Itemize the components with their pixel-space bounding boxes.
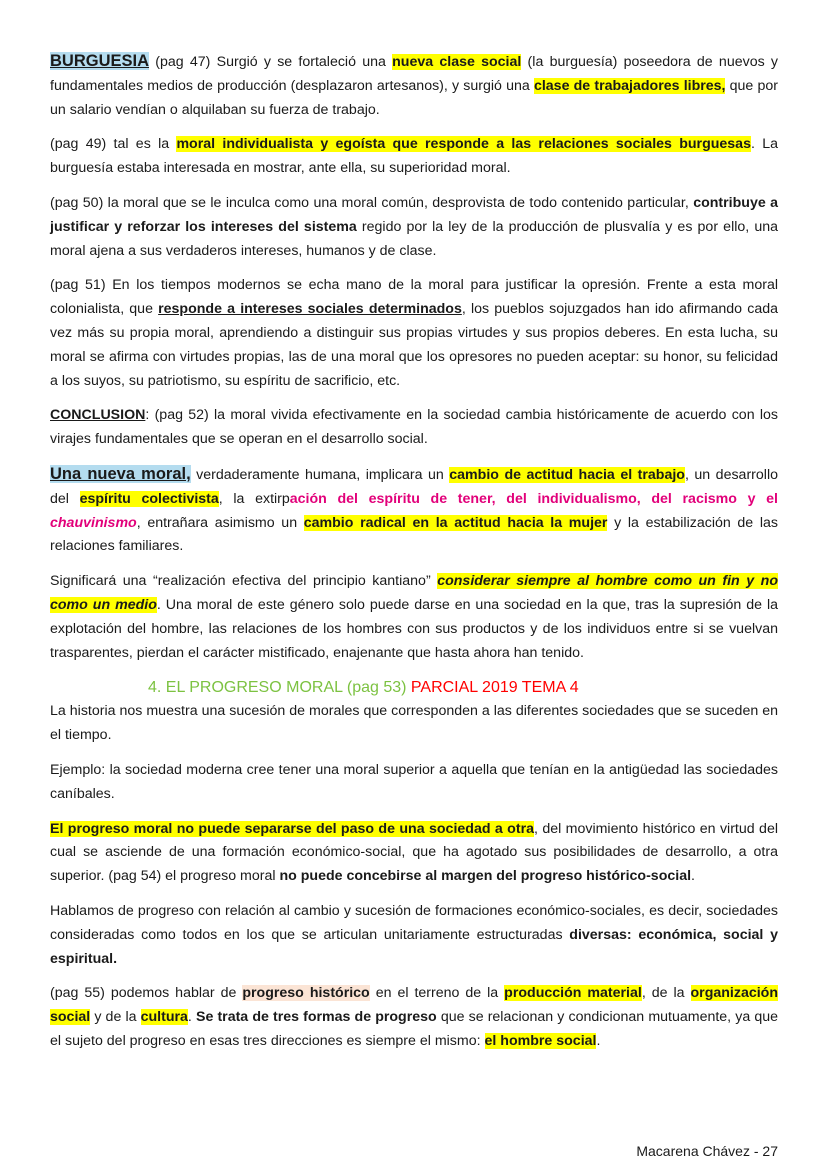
paragraph-progreso-moral: El progreso moral no puede separarse del paso de una sociedad a otra, del movimiento histórico en virtud del cual se asciende de una formación económico-social, que ha agotado sus posibilidades de desarrollo, a otra superior. (pag 54) el progreso moral no puede concebirse al margen del progreso histórico-social. <box>50 820 778 885</box>
paragraph-nueva-moral: Una nueva moral, verdaderamente humana, implicara un cambio de actitud hacia el trabajo, un desarrollo del espíritu colectivista, la extirpación del espíritu de tener, del individualismo, del racismo y el chauvinismo, entrañara asimismo un cambio radical en la actitud hacia la mujer y la estabilización de las relaciones familiares. <box>50 464 778 555</box>
highlight: cambio radical en la actitud hacia la mujer <box>303 514 608 531</box>
paragraph-ejemplo: Ejemplo: la sociedad moderna cree tener una moral superior a aquella que tenían en la antigüedad las sociedades caníbales. <box>50 761 778 802</box>
highlight: El progreso moral no puede separarse del paso de una sociedad a otra <box>50 820 534 837</box>
highlight: organización social <box>50 985 779 1026</box>
bold-text: contribuye a justificar y reforzar los intereses del sistema <box>50 194 779 235</box>
highlight: espíritu colectivista <box>79 490 219 507</box>
paragraph-pag55: (pag 55) podemos hablar de progreso histórico en el terreno de la producción material, de la organización social y de la cultura. Se trata de tres formas de progreso que se relacionan y condicionan mutuamente, ya que el sujeto del progreso en esas tres direcciones es siempre el mismo: el hombre social. <box>50 985 779 1049</box>
paragraph-historia: La historia nos muestra una sucesión de morales que corresponden a las diferentes sociedades que se suceden en el tiempo. <box>50 703 778 744</box>
page-footer: Macarena Chávez - 27 <box>636 1143 778 1159</box>
paragraph-kantiano: Significará una “realización efectiva del principio kantiano” considerar siempre al hombre como un fin y no como un medio. Una moral de este género solo puede darse en una sociedad en la que, tras la supresión de la explotación del hombre, las relaciones de los hombres con sus productos y de los individuos entre si se vuelvan trasparentes, pierdan el carácter mistificado, enajenante que hasta ahora han tenido. <box>50 573 778 661</box>
underlined-text: responde a intereses sociales determinados <box>158 301 462 318</box>
magenta-italic-text: chauvinismo <box>50 514 137 531</box>
highlight: cultura <box>140 1009 188 1026</box>
bold-text: no puede concebirse al margen del progreso histórico-social <box>279 868 692 885</box>
term-nueva-moral: Una nueva moral, <box>50 464 191 483</box>
heading-title: 4. EL PROGRESO MORAL (pag 53) <box>148 679 407 697</box>
bold-text: diversas: económica, social y espiritual. <box>50 926 778 967</box>
highlight: clase de trabajadores libres, <box>533 77 726 94</box>
highlight: nueva clase social <box>392 54 522 70</box>
paragraph-burguesia: BURGUESIA (pag 47) Surgió y se fortaleció una nueva clase social (la burguesía) poseedora de nuevos y fundamentales medios de producción (desplazaron artesanos), y surgió una clase de trabajadores libres, que por un salario vendían o alquilaban su fuerza de trabajo. <box>50 52 779 118</box>
section-heading <box>50 676 778 700</box>
highlight: moral individualista y egoísta que responde a las relaciones sociales burguesas <box>176 136 751 153</box>
paragraph-conclusion: CONCLUSION: (pag 52) la moral vivida efectivamente en la sociedad cambia históricamente de acuerdo con los virajes fundamentales que se operan en el desarrollo social. <box>50 407 778 448</box>
highlight: el hombre social <box>484 1032 597 1049</box>
paragraph-pag51: (pag 51) En los tiempos modernos se echa mano de la moral para justificar la opresión. Frente a esta moral colonialista, que responde a intereses sociales determinados, los pueblos sojuzgados han ido afirmando cada vez más su propia moral, aprendiendo a distinguir sus propias virtudes y sus propios deberes. En esta lucha, su moral se afirma con virtudes propias, las de una moral que los opresores no pueden aceptar: su honor, su felicidad a los suyos, su patriotismo, su espíritu de sacrificio, etc. <box>50 277 778 389</box>
highlight-peach: progreso histórico <box>242 985 370 1002</box>
paragraph-pag50: (pag 50) la moral que se le inculca como una moral común, desprovista de todo contenido particular, contribuye a justificar y reforzar los intereses del sistema regido por la ley de la producción de plusvalía y es por ello, una moral ajena a sus verdaderos intereses, humanos y de clase. <box>50 194 779 259</box>
highlight-italic: considerar siempre al hombre como un fin y no como un medio <box>50 573 778 613</box>
paragraph-hablamos: Hablamos de progreso con relación al cambio y sucesión de formaciones económico-sociales, es decir, sociedades consideradas como todos en los que se articulan unitariamente estructuradas diversas: económica, social y espiritual. <box>50 902 778 967</box>
term-burguesia: BURGUESIA <box>50 52 150 70</box>
bold-text: Se trata de tres formas de progreso <box>195 1009 437 1026</box>
highlight: cambio de actitud hacia el trabajo <box>449 466 685 483</box>
conclusion-label: CONCLUSION <box>50 407 146 424</box>
highlight: producción material <box>504 985 642 1002</box>
paragraph-pag49: (pag 49) tal es la moral individualista y egoísta que responde a las relaciones sociales burguesas. La burguesía estaba interesada en mostrar, ante ella, su superioridad moral. <box>50 136 778 177</box>
heading-exam-note: PARCIAL 2019 TEMA 4 <box>406 679 579 697</box>
magenta-text: ación del espíritu de tener, del individualismo, del racismo y el <box>289 490 778 507</box>
